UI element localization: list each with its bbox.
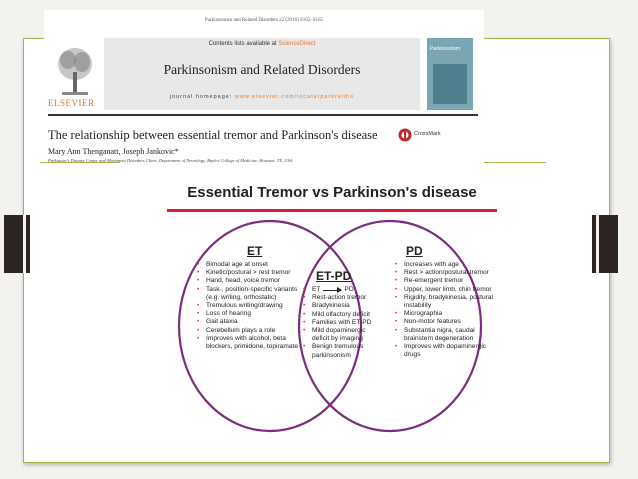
et-item: • Task-, position-specific variants (e.g. writing, orthostatic) (197, 286, 304, 302)
arrow-to: PD (344, 286, 354, 293)
journal-banner (104, 38, 420, 110)
et-pd-item: • Rest-action tremor (303, 294, 375, 302)
pd-item: • Rigidity, bradykinesia, postural instability (395, 294, 504, 310)
slide-tab-right (592, 215, 618, 273)
article-title: The relationship between essential tremor and Parkinson's disease (48, 128, 378, 142)
homepage-link[interactable]: www.elsevier.com/locate/parkreldis (234, 94, 355, 100)
arrow-right-icon (323, 290, 341, 291)
venn-diagram (119, 176, 545, 436)
publisher-name: ELSEVIER (48, 98, 95, 108)
paper-header (44, 10, 484, 163)
elsevier-logo (48, 46, 100, 108)
et-pd-arrow-row (303, 286, 375, 294)
et-item: • Gait ataxia (197, 318, 322, 326)
cover-image (433, 64, 467, 104)
slide-rule-right (484, 162, 546, 163)
et-item: • Loss of hearing (197, 310, 322, 318)
et-pd-list (303, 286, 375, 360)
contents-line (104, 41, 420, 47)
et-item: • Hand, head, voice tremor (197, 277, 322, 285)
contents-prefix: Contents lists available at (208, 41, 279, 47)
journal-citation: Parkinsonism and Related Disorders 22 (2016) S162–S165 (204, 18, 324, 23)
journal-title: Parkinsonism and Related Disorders (163, 62, 361, 77)
elsevier-tree-icon (56, 46, 94, 96)
pd-list (395, 261, 515, 359)
et-pd-heading: ET-PD (316, 269, 352, 283)
pd-item: • Increases with age (395, 261, 515, 269)
journal-cover (427, 38, 473, 110)
sciencedirect-link[interactable]: ScienceDirect (278, 41, 316, 47)
et-pd-item: • Mild olfactory deficit (303, 311, 375, 319)
et-item: • Cerebellum plays a role (197, 327, 322, 335)
et-item: • Improves with alcohol, beta blockers, primidone, topiramate (197, 335, 304, 351)
journal-homepage (104, 94, 420, 100)
et-pd-item: • Families with ET-PD (303, 319, 375, 327)
arrow-from: • ET (312, 286, 321, 293)
crossmark-icon[interactable] (398, 128, 412, 142)
et-pd-item: • Bradykinesia (303, 302, 375, 310)
et-pd-item: • Mild dopaminergic deficit by imaging (303, 327, 375, 343)
et-heading: ET (247, 244, 263, 258)
pd-item: • Improves with dopaminergic drugs (395, 343, 496, 359)
pd-item: • Micrographia (395, 310, 515, 318)
cover-title: Parkinsonism (430, 46, 461, 52)
pd-item: • Rest > action/postural tremor (395, 269, 515, 277)
authors: Mary Ann Thenganatt, Joseph Jankovic* (48, 147, 179, 156)
pd-item: • Non-motor features (395, 318, 515, 326)
slide-tab-left (4, 215, 30, 273)
pd-item: • Upper, lower limb, chin tremor (395, 286, 515, 294)
pd-item: • Substantia nigra, caudal brainstem degeneration (395, 327, 496, 343)
paper-divider (48, 114, 478, 116)
affiliation: Parkinson's Disease Center and Movement Disorders Clinic, Department of Neurology, Baylor College of Medicine, Houston, TX, USA (48, 158, 293, 163)
et-pd-item: • Benign tremulous parkinsonism (303, 343, 375, 359)
et-item: • Kinetic/postural > rest tremor (197, 269, 322, 277)
crossmark-label: CrossMark (414, 131, 441, 137)
diagram-title: Essential Tremor vs Parkinson's disease (187, 184, 477, 201)
homepage-prefix: journal homepage: (169, 94, 235, 100)
pd-item: • Re-emergent tremor (395, 277, 515, 285)
et-item: • Tremulous writing/drawing (197, 302, 322, 310)
et-item: • Bimodal age at onset (197, 261, 322, 269)
pd-heading: PD (406, 244, 423, 258)
